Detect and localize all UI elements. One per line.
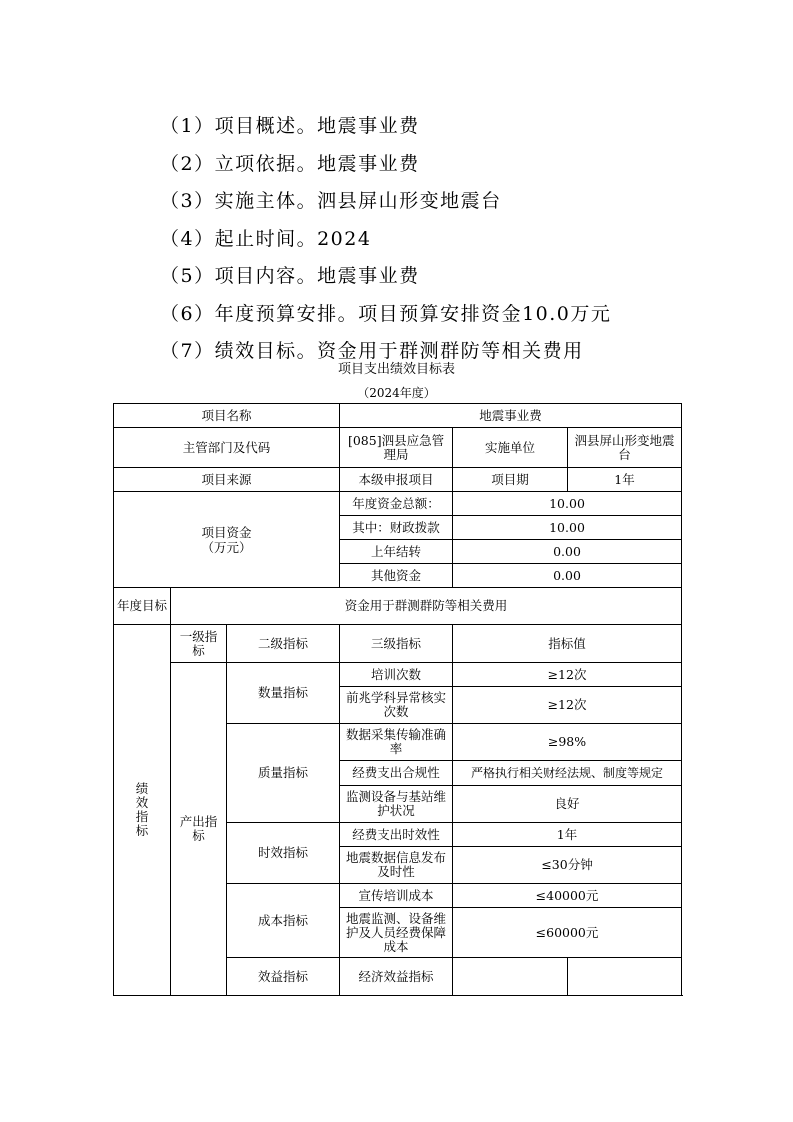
source-label: 项目来源 xyxy=(114,468,340,492)
other-value: 0.00 xyxy=(453,564,682,588)
table-row-value: 良好 xyxy=(453,786,682,823)
table-title: 项目支出绩效目标表 xyxy=(337,362,455,377)
table-row-name: 前兆学科异常核实次数 xyxy=(340,687,453,724)
col-level1-header: 一级指标 xyxy=(171,625,227,663)
unit-value: 泗县屏山形变地震台 xyxy=(568,428,682,468)
basis-item: （2）立项依据。地震事业费 xyxy=(160,152,420,175)
dept-label: 主管部门及代码 xyxy=(114,428,340,468)
table-row-name: 经费支出时效性 xyxy=(340,823,453,847)
indicators-section-text: 绩效指标 xyxy=(135,781,149,838)
goal-label: 年度目标 xyxy=(114,588,171,625)
funds-label xyxy=(114,492,340,588)
period-item: （4）起止时间。2024 xyxy=(160,227,372,250)
indicators-section-label xyxy=(114,625,171,996)
fiscal-label: 其中：财政拨款 xyxy=(340,516,453,540)
project-name-label: 项目名称 xyxy=(114,404,340,428)
table-row-value: 1年 xyxy=(453,823,682,847)
table-row-value: ≤40000元 xyxy=(453,884,682,908)
col-level2-header: 二级指标 xyxy=(227,625,340,663)
carryover-label: 上年结转 xyxy=(340,540,453,564)
budget-item: （6）年度预算安排。项目预算安排资金10.0万元 xyxy=(160,302,612,325)
output-label: 产出指标 xyxy=(171,663,227,996)
total-value: 10.00 xyxy=(453,492,682,516)
performance-table xyxy=(113,403,682,996)
table-row-name: 地震数据信息发布及时性 xyxy=(340,847,453,884)
source-value: 本级申报项目 xyxy=(340,468,453,492)
table-row-name: 培训次数 xyxy=(340,663,453,687)
table-row-value: ≥12次 xyxy=(453,687,682,724)
total-label: 年度资金总额： xyxy=(340,492,453,516)
funds-label-text: 项目资金（万元） xyxy=(201,524,252,555)
project-name-value: 地震事业费 xyxy=(340,404,682,428)
goal-text: 资金用于群测群防等相关费用 xyxy=(171,588,682,625)
quantity-label: 数量指标 xyxy=(227,663,340,724)
timeliness-label: 时效指标 xyxy=(227,823,340,884)
benefit-label: 效益指标 xyxy=(227,958,340,996)
table-row-value: ≤30分钟 xyxy=(453,847,682,884)
table-year: （2024年度） xyxy=(357,386,436,400)
empty-cell xyxy=(453,958,568,996)
empty-cell xyxy=(568,958,682,996)
table-row-name: 地震监测、设备维护及人员经费保障成本 xyxy=(340,908,453,958)
period-value: 1年 xyxy=(568,468,682,492)
cost-label: 成本指标 xyxy=(227,884,340,958)
quality-label: 质量指标 xyxy=(227,724,340,823)
col-level3-header: 三级指标 xyxy=(340,625,453,663)
col-value-header: 指标值 xyxy=(453,625,682,663)
table-row-name: 数据采集传输准确率 xyxy=(340,724,453,761)
target-item: （7）绩效目标。资金用于群测群防等相关费用 xyxy=(160,340,584,362)
table-row-name: 经费支出合规性 xyxy=(340,761,453,786)
dept-value: [085]泗县应急管理局 xyxy=(340,428,453,468)
economic-benefit-label: 经济效益指标 xyxy=(340,958,453,996)
carryover-value: 0.00 xyxy=(453,540,682,564)
table-row-value: ≥12次 xyxy=(453,663,682,687)
period-label: 项目期 xyxy=(453,468,568,492)
table-row-value: ≥98% xyxy=(453,724,682,761)
project-overview-list xyxy=(160,108,611,371)
content-item: （5）项目内容。地震事业费 xyxy=(160,265,420,287)
table-row-name: 监测设备与基站维护状况 xyxy=(340,786,453,823)
other-label: 其他资金 xyxy=(340,564,453,588)
table-row-value: ≤60000元 xyxy=(453,908,682,958)
table-row-value: 严格执行相关财经法规、制度等规定 xyxy=(453,761,682,786)
entity-item: （3）实施主体。泗县屏山形变地震台 xyxy=(160,190,502,212)
overview-item: （1）项目概述。地震事业费 xyxy=(160,115,420,137)
fiscal-value: 10.00 xyxy=(453,516,682,540)
unit-label: 实施单位 xyxy=(453,428,568,468)
table-row-name: 宣传培训成本 xyxy=(340,884,453,908)
